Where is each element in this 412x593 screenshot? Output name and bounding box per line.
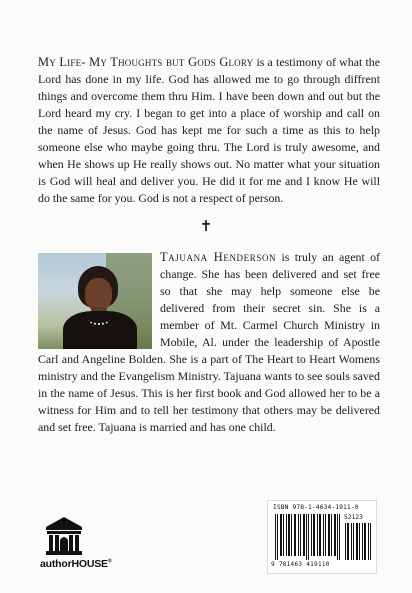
- authorhouse-building-icon: [44, 516, 84, 556]
- description-text: is a testimony of what the Lord has done in my life. God has allowed me to go through diffrent things and overcome them thru Him. I have been down and out but the Lord heard my cry. I began to get into a place of worship and call on the name of Jesus. God has kept me for such a time as this to help someone else who maybe going thru. The Lord is truly awesome, and when He shows up He really shows out. No matter what your situation is God will heal and deliver you. He did it for me and I know He will do the same for you. God is not a respect of person.: [38, 55, 380, 205]
- publisher-logo: [40, 516, 130, 576]
- book-title: My Life- My Thoughts but Gods Glory: [38, 55, 254, 69]
- price-barcode-bars: [344, 523, 372, 560]
- ean-barcode-bars: [273, 514, 343, 560]
- author-bio-text: is truly an agent of change. She has been delivered and set free so that she may help someone else be delivered from their secret sin. She is a member of Mt. Carmel Church Ministry in Mobile, Al. under the leadership of Apostle Carl and Angeline Bolden. She is a part of The Heart to Heart Womens ministry and the Evangelism Ministry. Tajuana wants to see souls saved in the name of Jesus. This is her first book and God allowed her to be a witness for Him and to tell her testimony that others may be delivered and set free. Tajuana is married and has one child.: [38, 250, 380, 434]
- cross-icon: ✝: [199, 219, 213, 235]
- author-name: Tajuana Henderson: [160, 250, 277, 264]
- author-bio: [38, 249, 380, 436]
- isbn-number: ISBN 978-1-4634-1911-0: [273, 504, 359, 511]
- ean-digits: 9 781463 419110: [271, 561, 330, 568]
- isbn-barcode: [267, 500, 377, 574]
- registered-mark: ®: [107, 558, 112, 565]
- book-description: [38, 54, 380, 207]
- publisher-name: authorHOUSE: [40, 558, 108, 570]
- price-code: 52123: [344, 514, 363, 521]
